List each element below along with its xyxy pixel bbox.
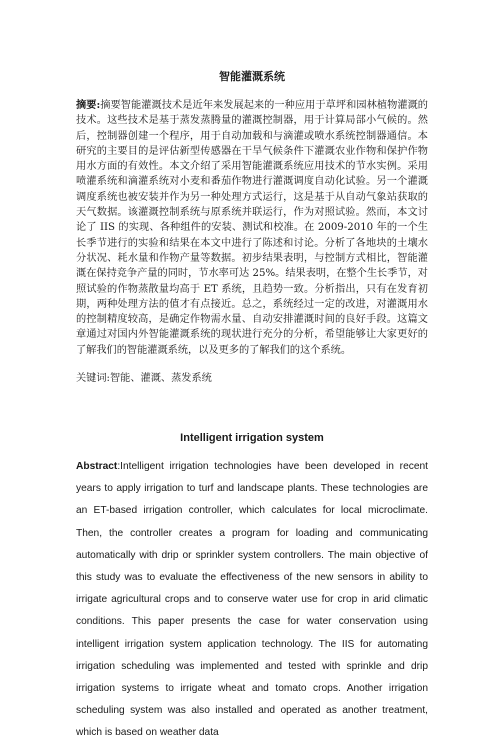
chinese-abstract-text: 摘要智能灌溉技术是近年来发展起来的一种应用于草坪和园林植物灌溉的技术。这些技术是基于蒸发蒸腾量的灌溉控制器，用于计算局部小气候的。然后，控制器创建一个程序，用于自动加载和与滴灌或喷水系统控制器通信。本研究的主要目的是评估新型传感器在干旱气候条件下灌溉农业作物和保护作物用水方面的有效性。本文介绍了采用智能灌溉系统应用技术的节水实例。采用喷灌系统和滴灌系统对小麦和番茄作物进行灌溉调度自动化试验。另一个灌溉调度系统也被安装并作为另一种处理方式运行，这是基于从自动气象站获取的天气数据。该灌溉控制系统与原系统并联运行，作为对照试验。然而，本文讨论了 IIS 的实现、各种组件的安装、测试和校准。在 2009-2010 年的一个生长季节进行的实验和结果在本文中进行了陈述和讨论。分析了各地块的土壤水分状况、耗水量和作物产量等数据。初步结果表明，与控制方式相比，智能灌溉在保持竞争产量的同时，节水率可达 25%。结果表明，在整个生长季节，对照试验的作物蒸散量均高于 ET 系统，且趋势一致。分析指出，只有在发育初期，两种处理方法的值才有点接近。总之，系统经过一定的改进，对灌溉用水的控制精度较高，是确定作物需水量、自动安排灌溉时间的良好手段。这篇文章通过对国内外智能灌溉系统的现状进行充分的分析，希望能够让大家更好的了解我们的智能灌溉系统，以及更多的了解我们的这个系统。 [76,100,428,356]
chinese-title: 智能灌溉系统 [219,70,285,83]
english-abstract-text: :Intelligent irrigation technologies have been developed in recent years to apply irrigation to turf and landscape plants. These technologies are an ET-based irrigation controller, which calculates for local microclimate. Then, the controller creates a program for loading and communicating automatically with drip or sprinkler system controllers. The main objective of this study was to evaluate the effectiveness of the new sensors in ability to irrigate agricultural crops and to conserve water use for crop in arid climatic conditions. This paper presents the case for water conservation using intelligent irrigation system application technology. The IIS for automating irrigation scheduling was implemented and tested with sprinkle and drip irrigation systems to irrigate wheat and tomato crops. Another irrigation scheduling system was also installed and operated as another treatment, which is based on weather data [76,461,428,739]
english-title: Intelligent irrigation system [180,432,324,445]
chinese-abstract-label: 摘要: [76,99,101,111]
chinese-abstract [76,98,428,358]
english-abstract [76,456,428,745]
chinese-keywords: 关键词:智能、灌溉、蒸发系统 [76,373,212,385]
english-abstract-label: Abstract [76,461,118,473]
